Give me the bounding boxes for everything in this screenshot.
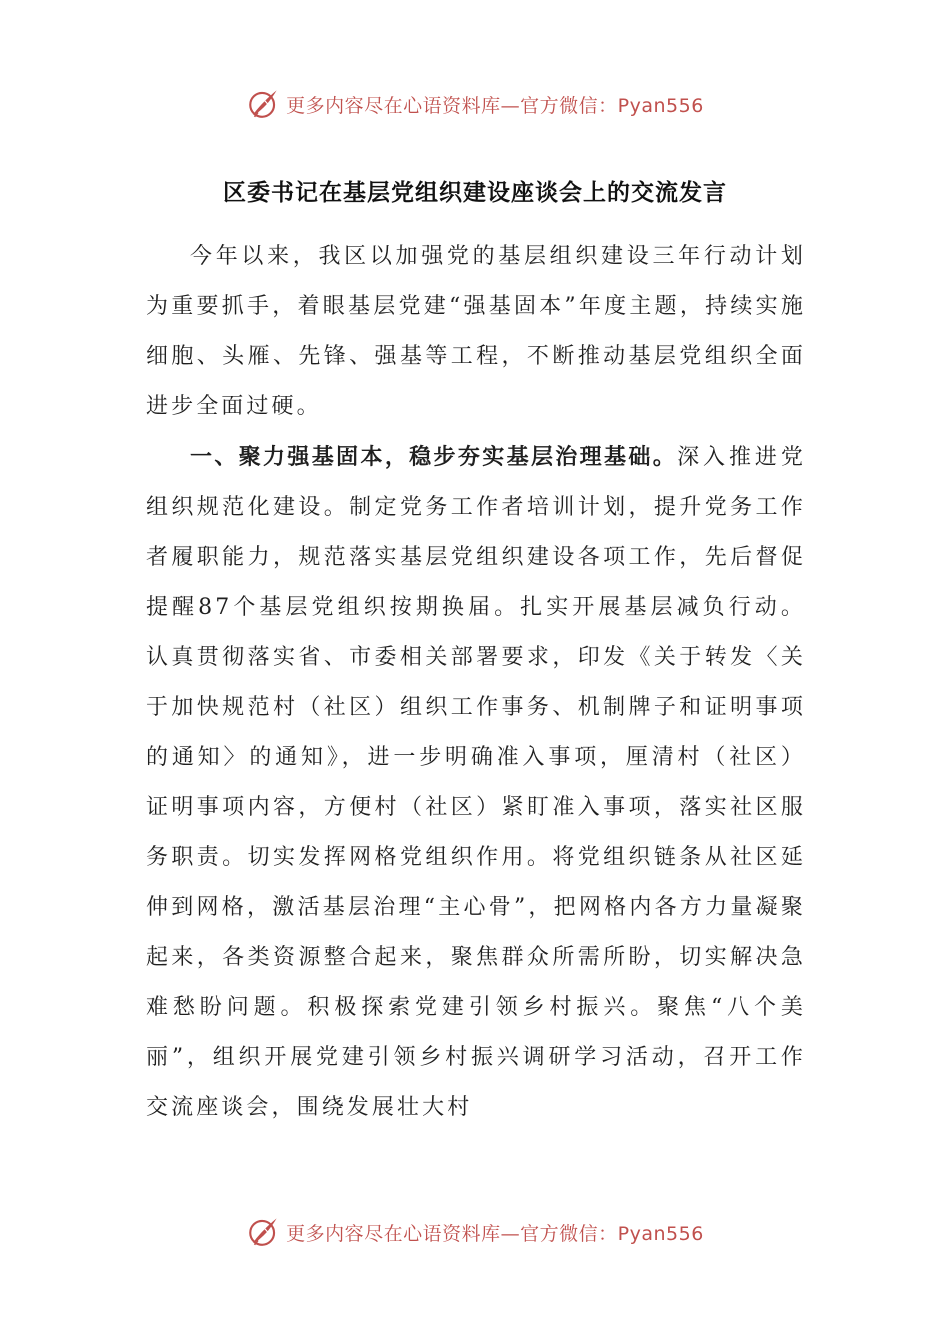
watermark-text: 更多内容尽在心语资料库—官方微信：Pyan556: [286, 94, 704, 117]
watermark-footer: [0, 1212, 950, 1252]
document-title: 区委书记在基层党组织建设座谈会上的交流发言: [223, 179, 727, 206]
quill-pen-logo-icon: [246, 87, 280, 121]
section-1-heading: 一、聚力强基固本，稳步夯实基层治理基础。: [190, 444, 678, 470]
watermark-header: [0, 84, 950, 124]
document-body: [146, 232, 806, 1133]
intro-paragraph: 今年以来，我区以加强党的基层组织建设三年行动计划为重要抓手，着眼基层党建“强基固本”年度主题，持续实施细胞、头雁、先锋、强基等工程，不断推动基层党组织全面进步全面过硬。: [146, 244, 806, 419]
quill-pen-logo-icon: [246, 1215, 280, 1249]
section-1-body: 深入推进党组织规范化建设。制定党务工作者培训计划，提升党务工作者履职能力，规范落实基层党组织建设各项工作，先后督促提醒87个基层党组织按期换届。扎实开展基层减负行动。认真贯彻落实省、市委相关部署要求，印发《关于转发〈关于加快规范村（社区）组织工作事务、机制牌子和证明事项的通知〉的通知》，进一步明确准入事项，厘清村（社区）证明事项内容，方便村（社区）紧盯准入事项，落实社区服务职责。切实发挥网格党组织作用。将党组织链条从社区延伸到网格，激活基层治理“主心骨”，把网格内各方力量凝聚起来，各类资源整合起来，聚焦群众所需所盼，切实解决急难愁盼问题。积极探索党建引领乡村振兴。聚焦“八个美丽”，组织开展党建引领乡村振兴调研学习活动，召开工作交流座谈会，围绕发展壮大村: [146, 445, 806, 1120]
section-1-paragraph: [146, 432, 806, 1133]
watermark-text: 更多内容尽在心语资料库—官方微信：Pyan556: [286, 1222, 704, 1245]
